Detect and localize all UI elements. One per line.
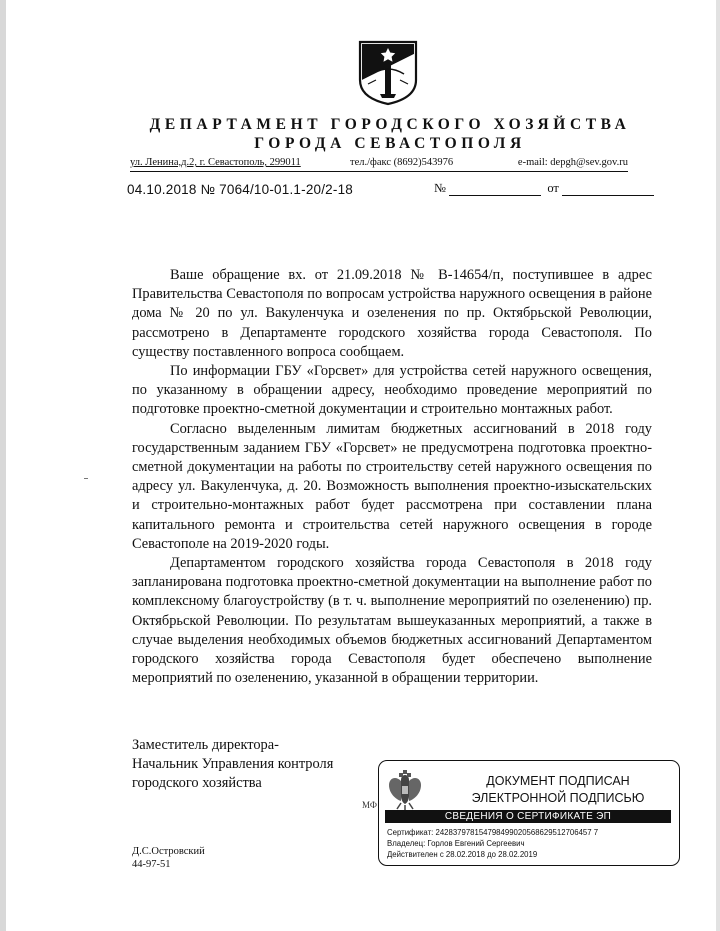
certificate-owner: Владелец: Горлов Евгений Сергеевич	[387, 839, 525, 848]
department-phone: тел./факс (8692)543976	[350, 157, 454, 168]
body-paragraph: Департаментом городского хозяйства города Севастополя в 2018 году запланирована подготовка проектно-сметной документации на выполнение работ по комплексному благоустройству (в т. ч. выполнение мероприятий по озеленению) пр. Октябрьской Революции. По результатам вышеуказанных мероприятий, а также в случае выделения необходимых объемов бюджетных ассигнований Департаментом городского хозяйства города Севастополя будет обеспечено выполнение мероприятий по озеленению, указанной в обращении территории.	[132, 555, 652, 687]
signatory-title-line: Начальник Управления контроля	[132, 756, 334, 773]
department-email: e-mail: depgh@sev.gov.ru	[517, 157, 628, 168]
executor-info	[132, 845, 205, 871]
signatory-title-line: Заместитель директора-	[132, 737, 279, 753]
letter-body	[132, 266, 652, 688]
body-paragraph: Согласно выделенным лимитам бюджетных ассигнований в 2018 году государственным заданием ГБУ «Горсвет» не предусмотрена подготовка проектно-сметной документации на работы по строительству сетей наружного освещения по адресу ул. Вакуленчука, д. 20. Возможность выполнения проектно-изыскательских и строительно-монтажных работ будет рассмотрена при составлении плана капитального ремонта и строительства сетей наружного освещения в городе Севастополе на 2019-2020 годы.	[132, 420, 652, 552]
department-address: ул. Ленина,д.2, г. Севастополь, 299011	[130, 157, 301, 168]
stamp-title-line2: ЭЛЕКТРОННОЙ ПОДПИСЬЮ	[471, 791, 645, 805]
certificate-serial: Сертификат: 242837978154798499020568629512706457 7	[387, 828, 599, 837]
margin-mark: МФ	[362, 800, 377, 810]
scan-mark	[84, 478, 88, 479]
from-label: от	[547, 181, 559, 195]
certificate-validity: Действителен с 28.02.2018 до 28.02.2019	[387, 850, 538, 859]
russian-coat-of-arms-icon	[387, 769, 423, 811]
department-name-line2: ГОРОДА СЕВАСТОПОЛЯ	[254, 135, 526, 152]
executor-name: Д.С.Островский	[132, 846, 205, 857]
electronic-signature-stamp	[378, 760, 680, 866]
certificate-info-bar: СВЕДЕНИЯ О СЕРТИФИКАТЕ ЭП	[385, 810, 671, 823]
body-paragraph: По информации ГБУ «Горсвет» для устройства сетей наружного освещения, по указанному в обращении адресу, необходимо проведение мероприятий по подготовке проектно-сметной документации и строительно монтажных работ.	[132, 363, 652, 418]
sevastopol-coat-of-arms-icon	[358, 40, 418, 106]
signatory-title-line: городского хозяйства	[132, 775, 262, 792]
department-name-line1: ДЕПАРТАМЕНТ ГОРОДСКОГО ХОЗЯЙСТВА	[149, 116, 631, 133]
stamp-title-line1: ДОКУМЕНТ ПОДПИСАН	[486, 774, 630, 788]
number-label: №	[434, 181, 446, 195]
outgoing-registration-number: 04.10.2018 № 7064/10-01.1-20/2-18	[127, 182, 354, 197]
contact-line	[130, 156, 628, 172]
body-paragraph: Ваше обращение вх. от 21.09.2018 № В-14654/п, поступившее в адрес Правительства Севастополя по вопросам устройства наружного освещения в районе дома № 20 по ул. Вакуленчука и озеленения по пр. Октябрьской Революции, рассмотрено в Департаменте городского хозяйства города Севастополя. По существу поставленного вопроса сообщаем.	[132, 267, 652, 360]
incoming-number-blank	[434, 180, 654, 196]
date-blank-line	[562, 180, 654, 196]
signatory-title	[132, 736, 333, 794]
executor-phone: 44-97-51	[132, 859, 171, 870]
number-blank-line	[449, 180, 541, 196]
